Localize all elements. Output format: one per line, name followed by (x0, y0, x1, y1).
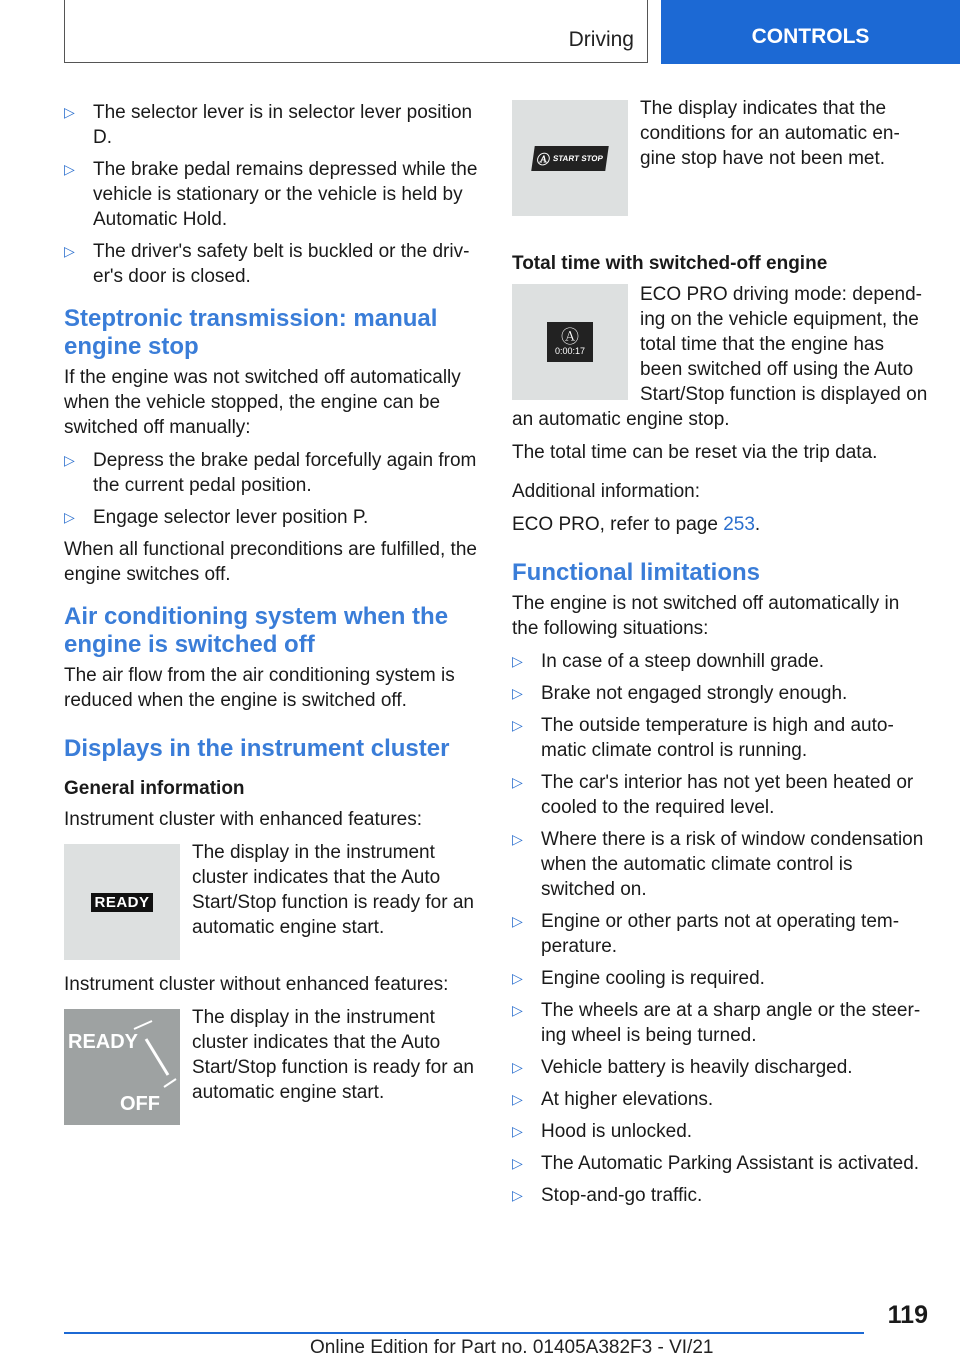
additional-info-label: Additional information: (512, 481, 700, 502)
list-item: ▷ The Automatic Parking Assistant is activated. (512, 1153, 920, 1174)
total-time-text: ECO PRO driving mode: depend‐ing on the vehicle equipment, the total time that the engine has been switched off using the Auto Start/Stop function is displayed on an automatic engine stop. (512, 284, 928, 430)
list-item: ▷ Engine or other parts not at operating tem‐perature. (512, 911, 900, 957)
triangle-bullet-icon: ▷ (512, 970, 523, 986)
triangle-bullet-icon: ▷ (512, 653, 523, 669)
list-item: ▷ The brake pedal remains depressed while the vehicle is stationary or the vehicle is held by Automatic Hold. (64, 159, 478, 230)
not-met-figure (512, 96, 928, 222)
list-item: ▷ At higher elevations. (512, 1089, 714, 1110)
header-frame (64, 0, 648, 63)
limitations-list (512, 649, 928, 1208)
air-conditioning-heading: Air conditioning system when the engine is switched off (64, 603, 449, 658)
enhanced-cluster-figure (64, 840, 482, 966)
ready-badge-icon: READY (91, 893, 152, 912)
steptronic-outro: When all functional preconditions are fulfilled, the engine switches off. (64, 539, 477, 585)
list-item: ▷ In case of a steep downhill grade. (512, 651, 825, 672)
functional-limitations-heading: Functional limitations (512, 559, 761, 586)
total-time-display-image (512, 284, 628, 400)
air-conditioning-text: The air flow from the air conditioning system is reduced when the engine is switched off. (64, 665, 455, 711)
total-time-readout: 0:00:17 (554, 346, 586, 356)
triangle-bullet-icon: ▷ (512, 685, 523, 701)
right-column (512, 100, 928, 1215)
triangle-bullet-icon: ▷ (512, 1002, 523, 1018)
general-information-subheading: General information (64, 778, 245, 799)
list-item: ▷ Engage selector lever position P. (64, 507, 369, 528)
triangle-bullet-icon: ▷ (64, 509, 75, 525)
footer-edition: Online Edition for Part no. 01405A382F3 - VI/21 (310, 1337, 714, 1358)
steptronic-list (64, 448, 482, 530)
list-item: ▷ Where there is a risk of window condensation when the automatic climate control is switched on. (512, 829, 924, 900)
triangle-bullet-icon: ▷ (64, 243, 75, 259)
displays-heading: Displays in the instrument cluster (64, 735, 450, 762)
steptronic-intro: If the engine was not switched off automatically when the vehicle stopped, the engine can be switched off manually: (64, 367, 461, 438)
list-item: ▷ The outside temperature is high and auto‐matic climate control is running. (512, 715, 894, 761)
list-item: ▷ Brake not engaged strongly enough. (512, 683, 848, 704)
steptronic-heading: Steptronic transmission: manual engine stop (64, 305, 438, 360)
triangle-bullet-icon: ▷ (512, 1059, 523, 1075)
list-item: ▷ Engine cooling is required. (512, 968, 765, 989)
triangle-bullet-icon: ▷ (512, 1091, 523, 1107)
left-column (64, 100, 482, 1131)
list-item: ▷ Stop-and-go traffic. (512, 1185, 703, 1206)
triangle-bullet-icon: ▷ (512, 774, 523, 790)
list-item: ▷ The car's interior has not yet been heated or cooled to the required level. (512, 772, 914, 818)
auto-start-stop-off-icon: Ⓐ START STOP (531, 146, 608, 171)
triangle-bullet-icon: ▷ (512, 913, 523, 929)
limitations-intro: The engine is not switched off automatically in the following situations: (512, 593, 900, 639)
triangle-bullet-icon: ▷ (512, 1187, 523, 1203)
total-time-reset: The total time can be reset via the trip data. (512, 442, 878, 463)
total-time-subheading: Total time with switched-off engine (512, 253, 828, 274)
page-number: 119 (887, 1301, 928, 1329)
triangle-bullet-icon: ▷ (512, 1155, 523, 1171)
enhanced-cluster-label: Instrument cluster with enhanced features: (64, 809, 423, 830)
gauge-ready-label: READY (68, 1031, 139, 1053)
triangle-bullet-icon: ▷ (512, 717, 523, 733)
basic-cluster-label: Instrument cluster without enhanced features: (64, 974, 449, 995)
list-item: ▷ Vehicle battery is heavily discharged. (512, 1057, 853, 1078)
gauge-off-label: OFF (120, 1093, 160, 1115)
enhanced-cluster-text: The display in the instrument cluster indicates that the Auto Start/Stop function is ready for an automatic engine start. (192, 842, 474, 938)
auto-start-stop-icon: Ⓐ (561, 327, 579, 347)
triangle-bullet-icon: ▷ (64, 161, 75, 177)
precondition-list (64, 100, 482, 289)
eco-pro-reference: ECO PRO, refer to page 253. (512, 514, 761, 535)
header-section-title: Driving (568, 28, 634, 51)
start-stop-crossed-image (512, 100, 628, 216)
basic-cluster-text: The display in the instrument cluster indicates that the Auto Start/Stop function is ready for an automatic engine start. (192, 1007, 474, 1103)
ready-off-gauge-image (64, 1009, 180, 1125)
list-item: ▷ Hood is unlocked. (512, 1121, 693, 1142)
list-item: ▷ The wheels are at a sharp angle or the steer‐ing wheel is being turned. (512, 1000, 921, 1046)
not-met-text: The display indicates that the conditions for an automatic en‐gine stop have not been met. (640, 98, 900, 169)
gauge-needle-icon (64, 1009, 180, 1125)
basic-cluster-figure (64, 1005, 482, 1131)
list-item: ▷ Depress the brake pedal forcefully again from the current pedal position. (64, 450, 477, 496)
triangle-bullet-icon: ▷ (64, 452, 75, 468)
header-chapter-tab[interactable]: CONTROLS (661, 0, 960, 64)
list-item: ▷ The selector lever is in selector lever position D. (64, 102, 473, 148)
triangle-bullet-icon: ▷ (512, 1123, 523, 1139)
triangle-bullet-icon: ▷ (64, 104, 75, 120)
triangle-bullet-icon: ▷ (512, 831, 523, 847)
list-item: ▷ The driver's safety belt is buckled or the driv‐er's door is closed. (64, 241, 470, 287)
ready-display-image (64, 844, 180, 960)
footer-divider (64, 1332, 864, 1334)
total-time-figure (512, 282, 928, 432)
page-reference-link[interactable]: 253 (723, 514, 755, 535)
